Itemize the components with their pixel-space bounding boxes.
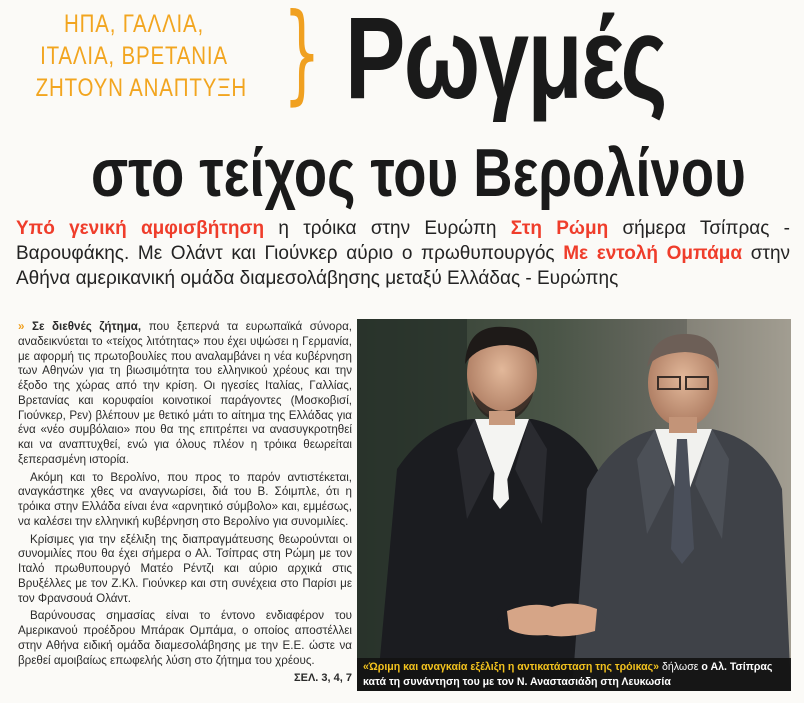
article-lead: Σε διεθνές ζήτημα, <box>32 320 142 333</box>
article-paragraph-3: Κρίσιμες για την εξέλιξη της διαπραγμάτευσης θεωρούνται οι συνομιλίες που θα έχει σήμερα ο Αλ. Τσίπρας στη Ρώμη με τον Ιταλό πρωθυπουργό Ματέο Ρέντζι και αύριο αρχικά στις Βρυξέλλες με τον Ζ.Κλ. Γιούνκερ και στη συνέχεια στο Παρίσι με τον Φρανσουά Ολάντ. <box>18 532 352 605</box>
deck-highlight-1: Υπό γενική αμφισβήτηση <box>16 218 265 239</box>
curly-brace-divider: } <box>283 0 321 116</box>
caption-quote: «Ώριμη και αναγκαία εξέλιξη η αντικατάσταση της τρόικας» <box>363 661 660 673</box>
page-references: ΣΕΛ. 3, 4, 7 <box>294 672 352 685</box>
kicker <box>35 8 247 104</box>
article-paragraph-1 <box>18 320 352 468</box>
kicker-line-1: ΗΠΑ, ΓΑΛΛΙΑ, <box>63 10 205 38</box>
photo-caption <box>357 658 791 691</box>
headline-line-2: στο τείχος του Βερολίνου <box>91 135 746 211</box>
deck-text-1: η τρόικα στην Ευρώπη <box>264 218 511 239</box>
deck-text-3: στην Αθήνα αμερικανική ομάδα διαμεσολάβησης μεταξύ Ελλάδας - Ευρώπης <box>16 243 791 289</box>
deck-highlight-2: Στη Ρώμη <box>510 218 609 239</box>
deck <box>16 216 790 291</box>
kicker-line-2: ΙΤΑΛΙΑ, ΒΡΕΤΑΝΙΑ <box>40 42 228 70</box>
headline-line-1: Ρωγμές <box>345 0 666 123</box>
caption-text: δήλωσε <box>659 661 702 673</box>
article-p1-text: που ξεπερνά τα ευρωπαϊκά σύνορα, αναδεικνύεται το «τείχος λιτότητας» που έχει υψώσει η Γερμανία, με αφορμή τις πρωτοβουλίες που αναλαμβάνει η νέα κυβέρνηση των Αθηνών για τη βιωσιμότητα του ελληνικού χρέους και την έξοδο της χώρας από την κρίση. Οι ηγεσίες Ιταλίας, Γαλλίας, Βρετανίας και κορυφαίοι κοινοτικοί παράγοντες (Μοσκοβισί, Γιούνκερ, Ρεν) βλέπουν με θετικό μάτι το αίτημα της Ελλάδας για ένα «νέο συμβόλαιο» που θα της επιτρέπει να ανασυγκροτηθεί και να αναπτυχθεί, ενώ για όλους πλέον η τρόικα θεωρείται ξεπερασμένη ιστορία. <box>18 320 352 466</box>
deck-highlight-3: Με εντολή Ομπάμα <box>563 243 743 264</box>
article-paragraph-4: Βαρύνουσας σημασίας είναι το έντονο ενδιαφέρον του Αμερικανού προέδρου Μπάρακ Ομπάμα, ο οποίος αποστέλλει στην Αθήνα ειδική ομάδα διαμεσολάβησης με την Ε.Ε. ώστε να βρεθεί αμοιβαίως επωφελής λύση στο ζήτημα του χρέους. <box>18 609 352 667</box>
lead-marker-icon: » <box>18 320 25 333</box>
article-body <box>18 320 352 686</box>
caption-bold-text: ο Αλ. Τσίπρας κατά τη συνάντηση του με τον Ν. Αναστασιάδη στη Λευκωσία <box>363 661 773 688</box>
kicker-line-3: ΖΗΤΟΥΝ ΑΝΑΠΤΥΞΗ <box>35 74 247 102</box>
news-photo <box>357 319 791 691</box>
article-paragraph-2: Ακόμη και το Βερολίνο, που προς το παρόν αντιστέκεται, αναγκάστηκε χθες να αναγνωρίσει, διά του Β. Σόιμπλε, ότι η τρόικα στην Ελλάδα είναι ένα «αρνητικό σύμβολο» και, εμμέσως, να καλέσει την ελληνική κυβέρνηση στο Βερολίνο για συνομιλίες. <box>18 470 352 528</box>
deck-text-2: σήμερα Τσίπρας - Βαρουφάκης. Με Ολάντ και Γιούνκερ αύριο ο πρωθυπουργός <box>16 218 790 264</box>
